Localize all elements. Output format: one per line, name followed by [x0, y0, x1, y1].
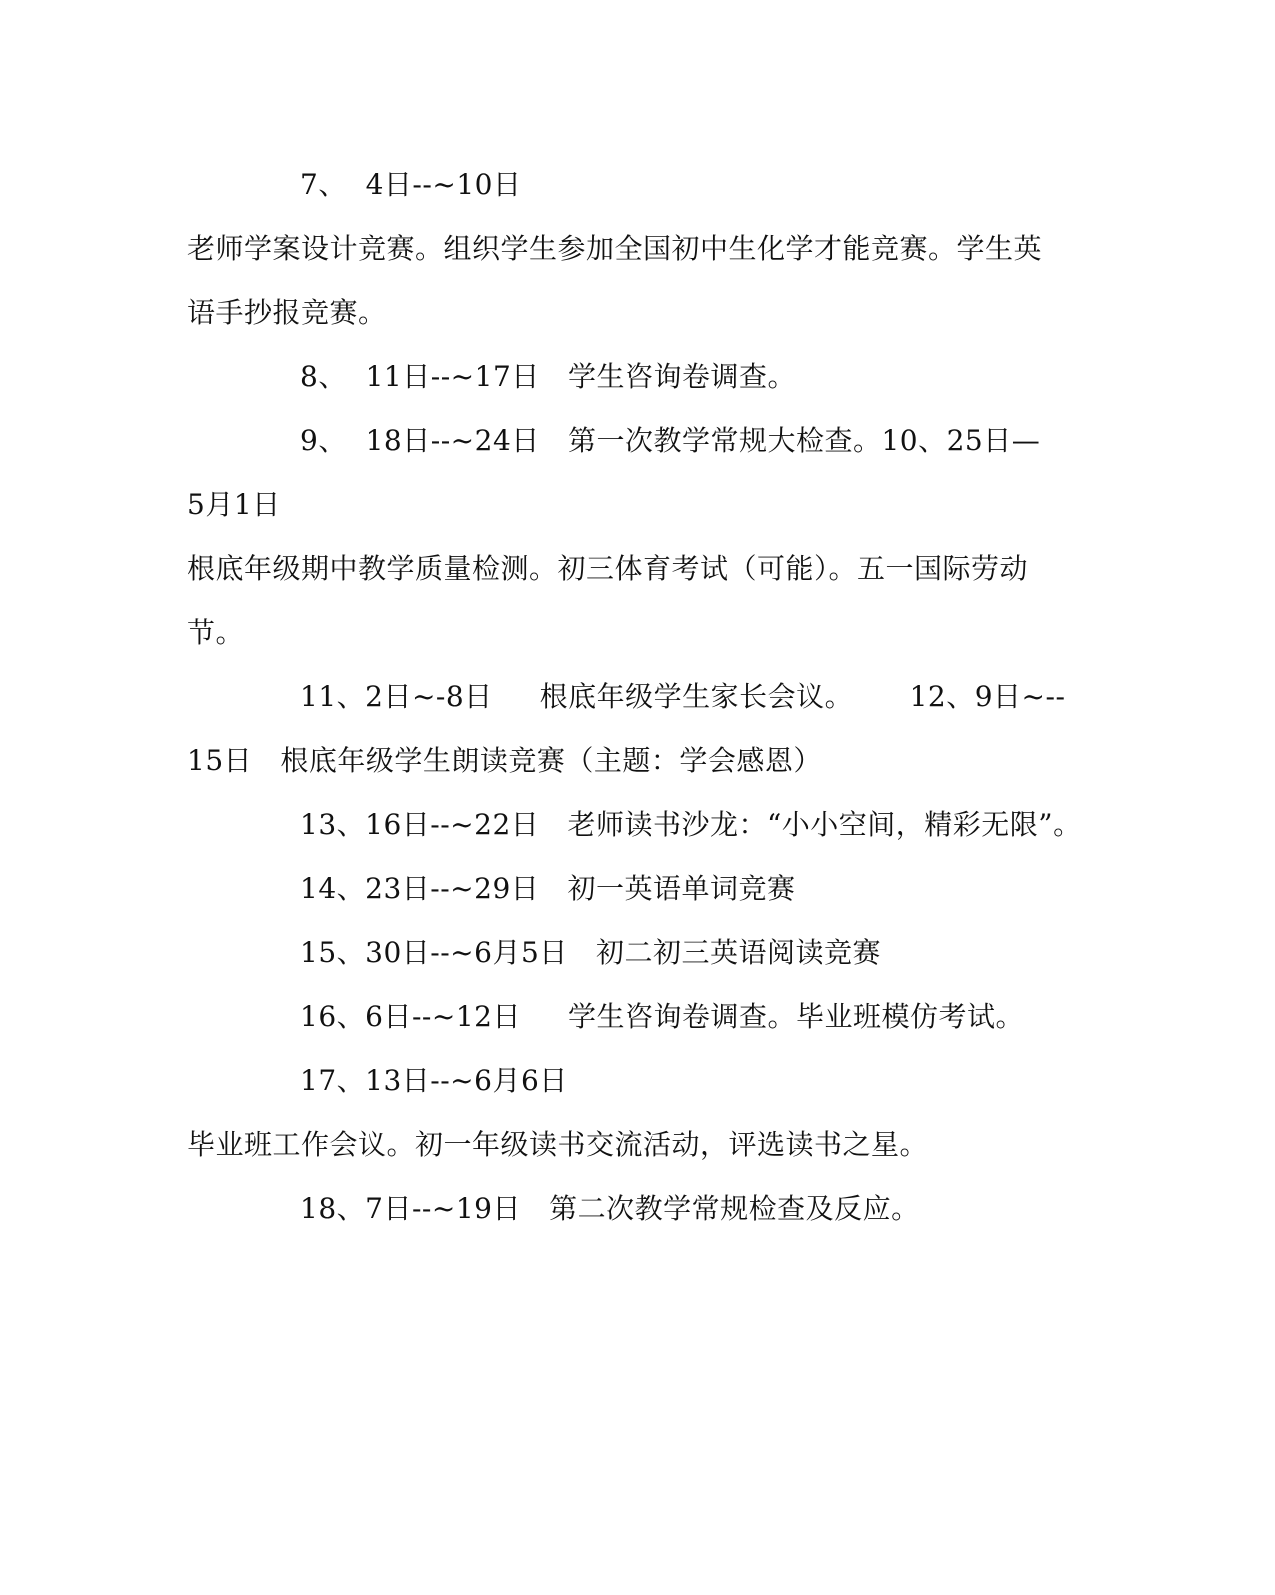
body-text-line: 语手抄报竞赛。	[187, 296, 387, 329]
body-text-line: 毕业班工作会议。初一年级读书交流活动，评选读书之星。	[187, 1128, 929, 1161]
body-text-line: 老师学案设计竞赛。组织学生参加全国初中生化学才能竞赛。学生英	[187, 232, 1043, 265]
schedule-item-11: 11、2日~-8日 根底年级学生家长会议。 12、9日~--	[300, 680, 1066, 713]
body-text-line: 5月1日	[187, 488, 281, 521]
schedule-item-7: 7、 4日--~10日	[300, 168, 522, 201]
schedule-item-17: 17、13日--~6月6日	[300, 1064, 568, 1097]
schedule-item-9: 9、 18日--~24日 第一次教学常规大检查。10、25日—	[300, 424, 1041, 457]
body-text-line: 15日 根底年级学生朗读竞赛（主题：学会感恩）	[187, 744, 822, 777]
schedule-item-15: 15、30日--~6月5日 初二初三英语阅读竞赛	[300, 936, 881, 969]
body-text-line: 根底年级期中教学质量检测。初三体育考试（可能）。五一国际劳动	[187, 552, 1029, 585]
schedule-item-8: 8、 11日--~17日 学生咨询卷调查。	[300, 360, 796, 393]
schedule-item-14: 14、23日--~29日 初一英语单词竞赛	[300, 872, 796, 905]
body-text-line: 节。	[187, 616, 245, 649]
schedule-item-13: 13、16日--~22日 老师读书沙龙：“小小空间，精彩无限”。	[300, 808, 1082, 841]
schedule-item-16: 16、6日--~12日 学生咨询卷调查。毕业班模仿考试。	[300, 1000, 1024, 1033]
schedule-item-18: 18、7日--~19日 第二次教学常规检查及反应。	[300, 1192, 920, 1225]
